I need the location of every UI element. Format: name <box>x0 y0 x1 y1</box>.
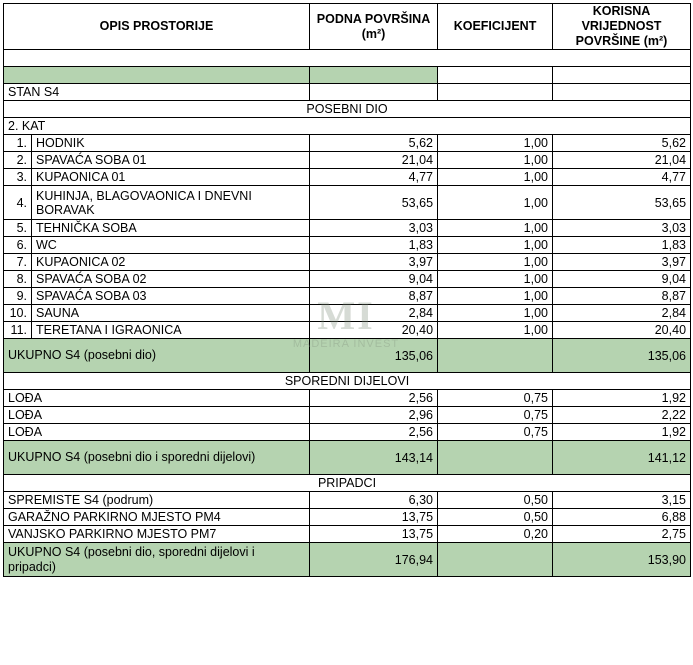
room-value: 5,62 <box>553 135 691 152</box>
secondary-value: 2,22 <box>553 407 691 424</box>
room-name: SAUNA <box>32 305 310 322</box>
room-area: 2,84 <box>310 305 438 322</box>
total-all-row <box>4 543 691 577</box>
section-floor-label: 2. KAT <box>4 118 691 135</box>
total-secondary-coefficient <box>438 441 553 475</box>
room-index: 8. <box>4 271 32 288</box>
total-secondary-row <box>4 441 691 475</box>
unit-label: STAN S4 <box>4 84 310 101</box>
table-row <box>4 288 691 305</box>
room-area: 5,62 <box>310 135 438 152</box>
watermark-logo-icon: MI <box>317 293 375 338</box>
table-row <box>4 526 691 543</box>
room-value: 3,03 <box>553 220 691 237</box>
room-index: 1. <box>4 135 32 152</box>
room-index: 3. <box>4 169 32 186</box>
room-name: SPAVAĆA SOBA 02 <box>32 271 310 288</box>
total-secondary-value: 141,12 <box>553 441 691 475</box>
secondary-name: LOĐA <box>4 424 310 441</box>
room-area: 53,65 <box>310 186 438 220</box>
room-area: 9,04 <box>310 271 438 288</box>
room-index: 10. <box>4 305 32 322</box>
unit-label-value <box>553 84 691 101</box>
table-row <box>4 237 691 254</box>
accessory-name: GARAŽNO PARKIRNO MJESTO PM4 <box>4 509 310 526</box>
table-row <box>4 186 691 220</box>
section-special-label: POSEBNI DIO <box>4 101 691 118</box>
table-row <box>4 305 691 322</box>
room-area: 4,77 <box>310 169 438 186</box>
table-row <box>4 254 691 271</box>
header-coefficient: KOEFICIJENT <box>438 4 553 50</box>
room-coefficient: 1,00 <box>438 169 553 186</box>
room-value: 1,83 <box>553 237 691 254</box>
room-name: KUPAONICA 02 <box>32 254 310 271</box>
accessory-name: SPREMISTE S4 (podrum) <box>4 492 310 509</box>
room-value: 20,40 <box>553 322 691 339</box>
room-name: SPAVAĆA SOBA 01 <box>32 152 310 169</box>
table-row <box>4 322 691 339</box>
room-coefficient: 1,00 <box>438 152 553 169</box>
unit-title-row <box>4 67 691 84</box>
room-area: 21,04 <box>310 152 438 169</box>
total-secondary-label: UKUPNO S4 (posebni dio i sporedni dijelovi) <box>4 441 310 475</box>
room-area: 3,97 <box>310 254 438 271</box>
room-coefficient: 1,00 <box>438 288 553 305</box>
total-all-area: 176,94 <box>310 543 438 577</box>
accessory-name: VANJSKO PARKIRNO MJESTO PM7 <box>4 526 310 543</box>
secondary-value: 1,92 <box>553 390 691 407</box>
room-index: 4. <box>4 186 32 220</box>
unit-empty-value <box>553 67 691 84</box>
section-floor-row <box>4 118 691 135</box>
secondary-area: 2,56 <box>310 424 438 441</box>
room-name: WC <box>32 237 310 254</box>
section-secondary-row <box>4 373 691 390</box>
accessory-coefficient: 0,50 <box>438 509 553 526</box>
secondary-area: 2,56 <box>310 390 438 407</box>
watermark-text: MADEIRA INVEST <box>292 338 400 350</box>
room-area: 8,87 <box>310 288 438 305</box>
room-coefficient: 1,00 <box>438 135 553 152</box>
secondary-coefficient: 0,75 <box>438 424 553 441</box>
room-value: 2,84 <box>553 305 691 322</box>
room-coefficient: 1,00 <box>438 271 553 288</box>
room-value: 4,77 <box>553 169 691 186</box>
unit-label-area <box>310 84 438 101</box>
secondary-coefficient: 0,75 <box>438 390 553 407</box>
room-name: TEHNIČKA SOBA <box>32 220 310 237</box>
total-special-area: 135,06 <box>310 339 438 373</box>
room-value: 53,65 <box>553 186 691 220</box>
accessory-area: 13,75 <box>310 526 438 543</box>
secondary-name: LOĐA <box>4 390 310 407</box>
room-index: 11. <box>4 322 32 339</box>
table-header-row <box>4 4 691 50</box>
room-name: TERETANA I IGRAONICA <box>32 322 310 339</box>
accessory-value: 3,15 <box>553 492 691 509</box>
secondary-area: 2,96 <box>310 407 438 424</box>
room-index: 9. <box>4 288 32 305</box>
table-row <box>4 169 691 186</box>
accessory-area: 13,75 <box>310 509 438 526</box>
unit-green-block-area <box>310 67 438 84</box>
accessory-value: 6,88 <box>553 509 691 526</box>
table-row <box>4 220 691 237</box>
unit-empty-coef <box>438 67 553 84</box>
section-secondary-label: SPOREDNI DIJELOVI <box>4 373 691 390</box>
total-special-row <box>4 339 691 373</box>
room-coefficient: 1,00 <box>438 254 553 271</box>
table-row <box>4 407 691 424</box>
total-special-label: UKUPNO S4 (posebni dio) <box>4 339 310 373</box>
accessory-coefficient: 0,20 <box>438 526 553 543</box>
room-index: 2. <box>4 152 32 169</box>
table-row <box>4 492 691 509</box>
section-accessories-row <box>4 475 691 492</box>
total-special-coefficient <box>438 339 553 373</box>
header-description: OPIS PROSTORIJE <box>4 4 310 50</box>
area-table <box>3 3 691 577</box>
room-coefficient: 1,00 <box>438 186 553 220</box>
room-name: HODNIK <box>32 135 310 152</box>
accessory-area: 6,30 <box>310 492 438 509</box>
room-coefficient: 1,00 <box>438 305 553 322</box>
table-row <box>4 390 691 407</box>
accessory-value: 2,75 <box>553 526 691 543</box>
room-coefficient: 1,00 <box>438 220 553 237</box>
table-row <box>4 509 691 526</box>
unit-label-coef <box>438 84 553 101</box>
room-name: SPAVAĆA SOBA 03 <box>32 288 310 305</box>
secondary-value: 1,92 <box>553 424 691 441</box>
room-value: 9,04 <box>553 271 691 288</box>
room-name: KUHINJA, BLAGOVAONICA I DNEVNI BORAVAK <box>32 186 310 220</box>
secondary-coefficient: 0,75 <box>438 407 553 424</box>
table-row <box>4 424 691 441</box>
section-special-row <box>4 101 691 118</box>
room-coefficient: 1,00 <box>438 237 553 254</box>
total-all-coefficient <box>438 543 553 577</box>
table-row <box>4 152 691 169</box>
room-value: 3,97 <box>553 254 691 271</box>
room-index: 5. <box>4 220 32 237</box>
spacer-row <box>4 50 691 67</box>
room-index: 7. <box>4 254 32 271</box>
room-value: 21,04 <box>553 152 691 169</box>
table-row <box>4 135 691 152</box>
header-usable-value: KORISNA VRIJEDNOST POVRŠINE (m²) <box>553 4 691 50</box>
total-all-value: 153,90 <box>553 543 691 577</box>
total-all-label: UKUPNO S4 (posebni dio, sporedni dijelovi i pripadci) <box>4 543 310 577</box>
area-calculation-sheet <box>3 3 690 662</box>
room-index: 6. <box>4 237 32 254</box>
room-area: 1,83 <box>310 237 438 254</box>
room-name: KUPAONICA 01 <box>32 169 310 186</box>
total-secondary-area: 143,14 <box>310 441 438 475</box>
header-floor-area: PODNA POVRŠINA (m²) <box>310 4 438 50</box>
unit-green-block <box>4 67 310 84</box>
accessory-coefficient: 0,50 <box>438 492 553 509</box>
room-area: 3,03 <box>310 220 438 237</box>
unit-label-row <box>4 84 691 101</box>
table-row <box>4 271 691 288</box>
room-value: 8,87 <box>553 288 691 305</box>
secondary-name: LOĐA <box>4 407 310 424</box>
section-accessories-label: PRIPADCI <box>4 475 691 492</box>
total-special-value: 135,06 <box>553 339 691 373</box>
room-area: 20,40 <box>310 322 438 339</box>
room-coefficient: 1,00 <box>438 322 553 339</box>
